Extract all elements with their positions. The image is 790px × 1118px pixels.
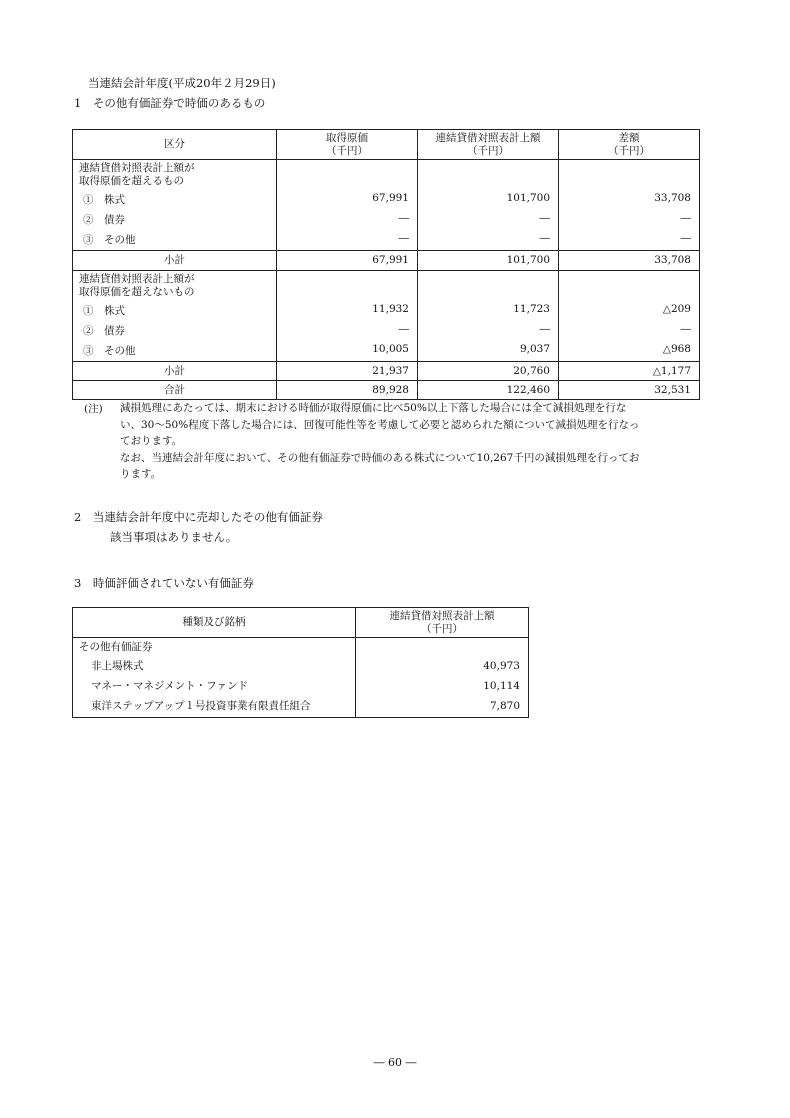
subtotal-cost: 67,991 bbox=[277, 251, 418, 271]
book-value: ― bbox=[539, 323, 550, 335]
diff-value: ― bbox=[680, 212, 691, 224]
securities-name: 東洋ステップアップ１号投資事業有限責任組合 bbox=[91, 700, 311, 712]
subtotal-row bbox=[73, 362, 700, 381]
note-body bbox=[120, 401, 720, 481]
header-difference: 差額 （千円） bbox=[559, 130, 700, 160]
total-book: 122,460 bbox=[418, 381, 559, 400]
group1-row-label: ② 債券 bbox=[83, 214, 125, 226]
group2-row-label: ① 株式 bbox=[83, 305, 125, 317]
book-value: ― bbox=[539, 212, 550, 224]
subtotal-row bbox=[73, 251, 700, 271]
total-cost: 89,928 bbox=[277, 381, 418, 400]
section3-title: 3 時価評価されていない有価証券 bbox=[74, 576, 254, 590]
amount-value: 10,114 bbox=[483, 680, 520, 692]
total-label: 合計 bbox=[73, 381, 277, 400]
period-heading: 当連結会計年度(平成20年２月29日) bbox=[88, 76, 276, 90]
header-amount: 連結貸借対照表計上額 （千円） bbox=[356, 608, 529, 638]
group2-title: 連結貸借対照表計上額が 取得原価を超えないもの bbox=[79, 273, 195, 298]
amount-value: 40,973 bbox=[483, 660, 520, 672]
group2-row-label: ③ その他 bbox=[83, 345, 136, 357]
subtotal-label: 小計 bbox=[73, 251, 277, 271]
cost-value: 67,991 bbox=[372, 192, 409, 204]
book-value: 9,037 bbox=[519, 343, 550, 355]
unlisted-securities-table bbox=[72, 607, 529, 718]
diff-value: △968 bbox=[662, 343, 691, 355]
group1-row-label: ① 株式 bbox=[83, 194, 125, 206]
book-value: ― bbox=[539, 232, 550, 244]
section1-title: 1 その他有価証券で時価のあるもの bbox=[74, 96, 266, 110]
book-value: 11,723 bbox=[513, 303, 550, 315]
cost-value: ― bbox=[398, 232, 409, 244]
header-cost: 取得原価 （千円） bbox=[277, 130, 418, 160]
note-line: い、30～50%程度下落した場合には、回復可能性等を考慮して必要と認められた額について減損処理を行なっ bbox=[120, 418, 640, 431]
note-line: なお、当連結会計年度において、その他有価証券で時価のある株式について10,267千円の減損処理を行ってお bbox=[120, 451, 640, 464]
page-number: ― 60 ― bbox=[373, 1056, 417, 1069]
diff-value: ― bbox=[680, 323, 691, 335]
group-exceeding bbox=[73, 160, 700, 251]
cost-value: ― bbox=[398, 323, 409, 335]
securities-table bbox=[72, 129, 700, 400]
note-line: 減損処理にあたっては、期末における時価が取得原価に比べ50%以上下落した場合には全て減損処理を行な bbox=[120, 402, 627, 414]
amount-value: 7,870 bbox=[489, 700, 520, 712]
group-title: その他有価証券 bbox=[79, 641, 153, 653]
total-row bbox=[73, 381, 700, 400]
diff-value: 33,708 bbox=[654, 192, 691, 204]
note-line: ております。 bbox=[120, 435, 183, 447]
group1-row-label: ③ その他 bbox=[83, 234, 136, 246]
cost-value: 10,005 bbox=[372, 343, 409, 355]
header-kind: 種類及び銘柄 bbox=[73, 608, 356, 638]
diff-value: △209 bbox=[662, 303, 691, 315]
subtotal-diff: △1,177 bbox=[559, 362, 700, 381]
securities-name: マネー・マネジメント・ファンド bbox=[91, 680, 248, 692]
subtotal-book: 20,760 bbox=[418, 362, 559, 381]
subtotal-book: 101,700 bbox=[418, 251, 559, 271]
subtotal-diff: 33,708 bbox=[559, 251, 700, 271]
book-value: 101,700 bbox=[506, 192, 550, 204]
group2-row-label: ② 債券 bbox=[83, 325, 125, 337]
group-not-exceeding bbox=[73, 271, 700, 362]
section2-title: 2 当連結会計年度中に売却したその他有価証券 bbox=[74, 510, 323, 524]
header-category: 区分 bbox=[73, 130, 277, 160]
subtotal-label: 小計 bbox=[73, 362, 277, 381]
cost-value: 11,932 bbox=[372, 303, 409, 315]
note-label: (注) bbox=[84, 403, 103, 415]
cost-value: ― bbox=[398, 212, 409, 224]
total-diff: 32,531 bbox=[559, 381, 700, 400]
diff-value: ― bbox=[680, 232, 691, 244]
subtotal-cost: 21,937 bbox=[277, 362, 418, 381]
header-book-value: 連結貸借対照表計上額 （千円） bbox=[418, 130, 559, 160]
group1-title: 連結貸借対照表計上額が 取得原価を超えるもの bbox=[79, 162, 195, 187]
note-line: ります。 bbox=[120, 468, 162, 480]
securities-name: 非上場株式 bbox=[91, 660, 144, 672]
section2-body: 該当事項はありません。 bbox=[110, 530, 238, 544]
